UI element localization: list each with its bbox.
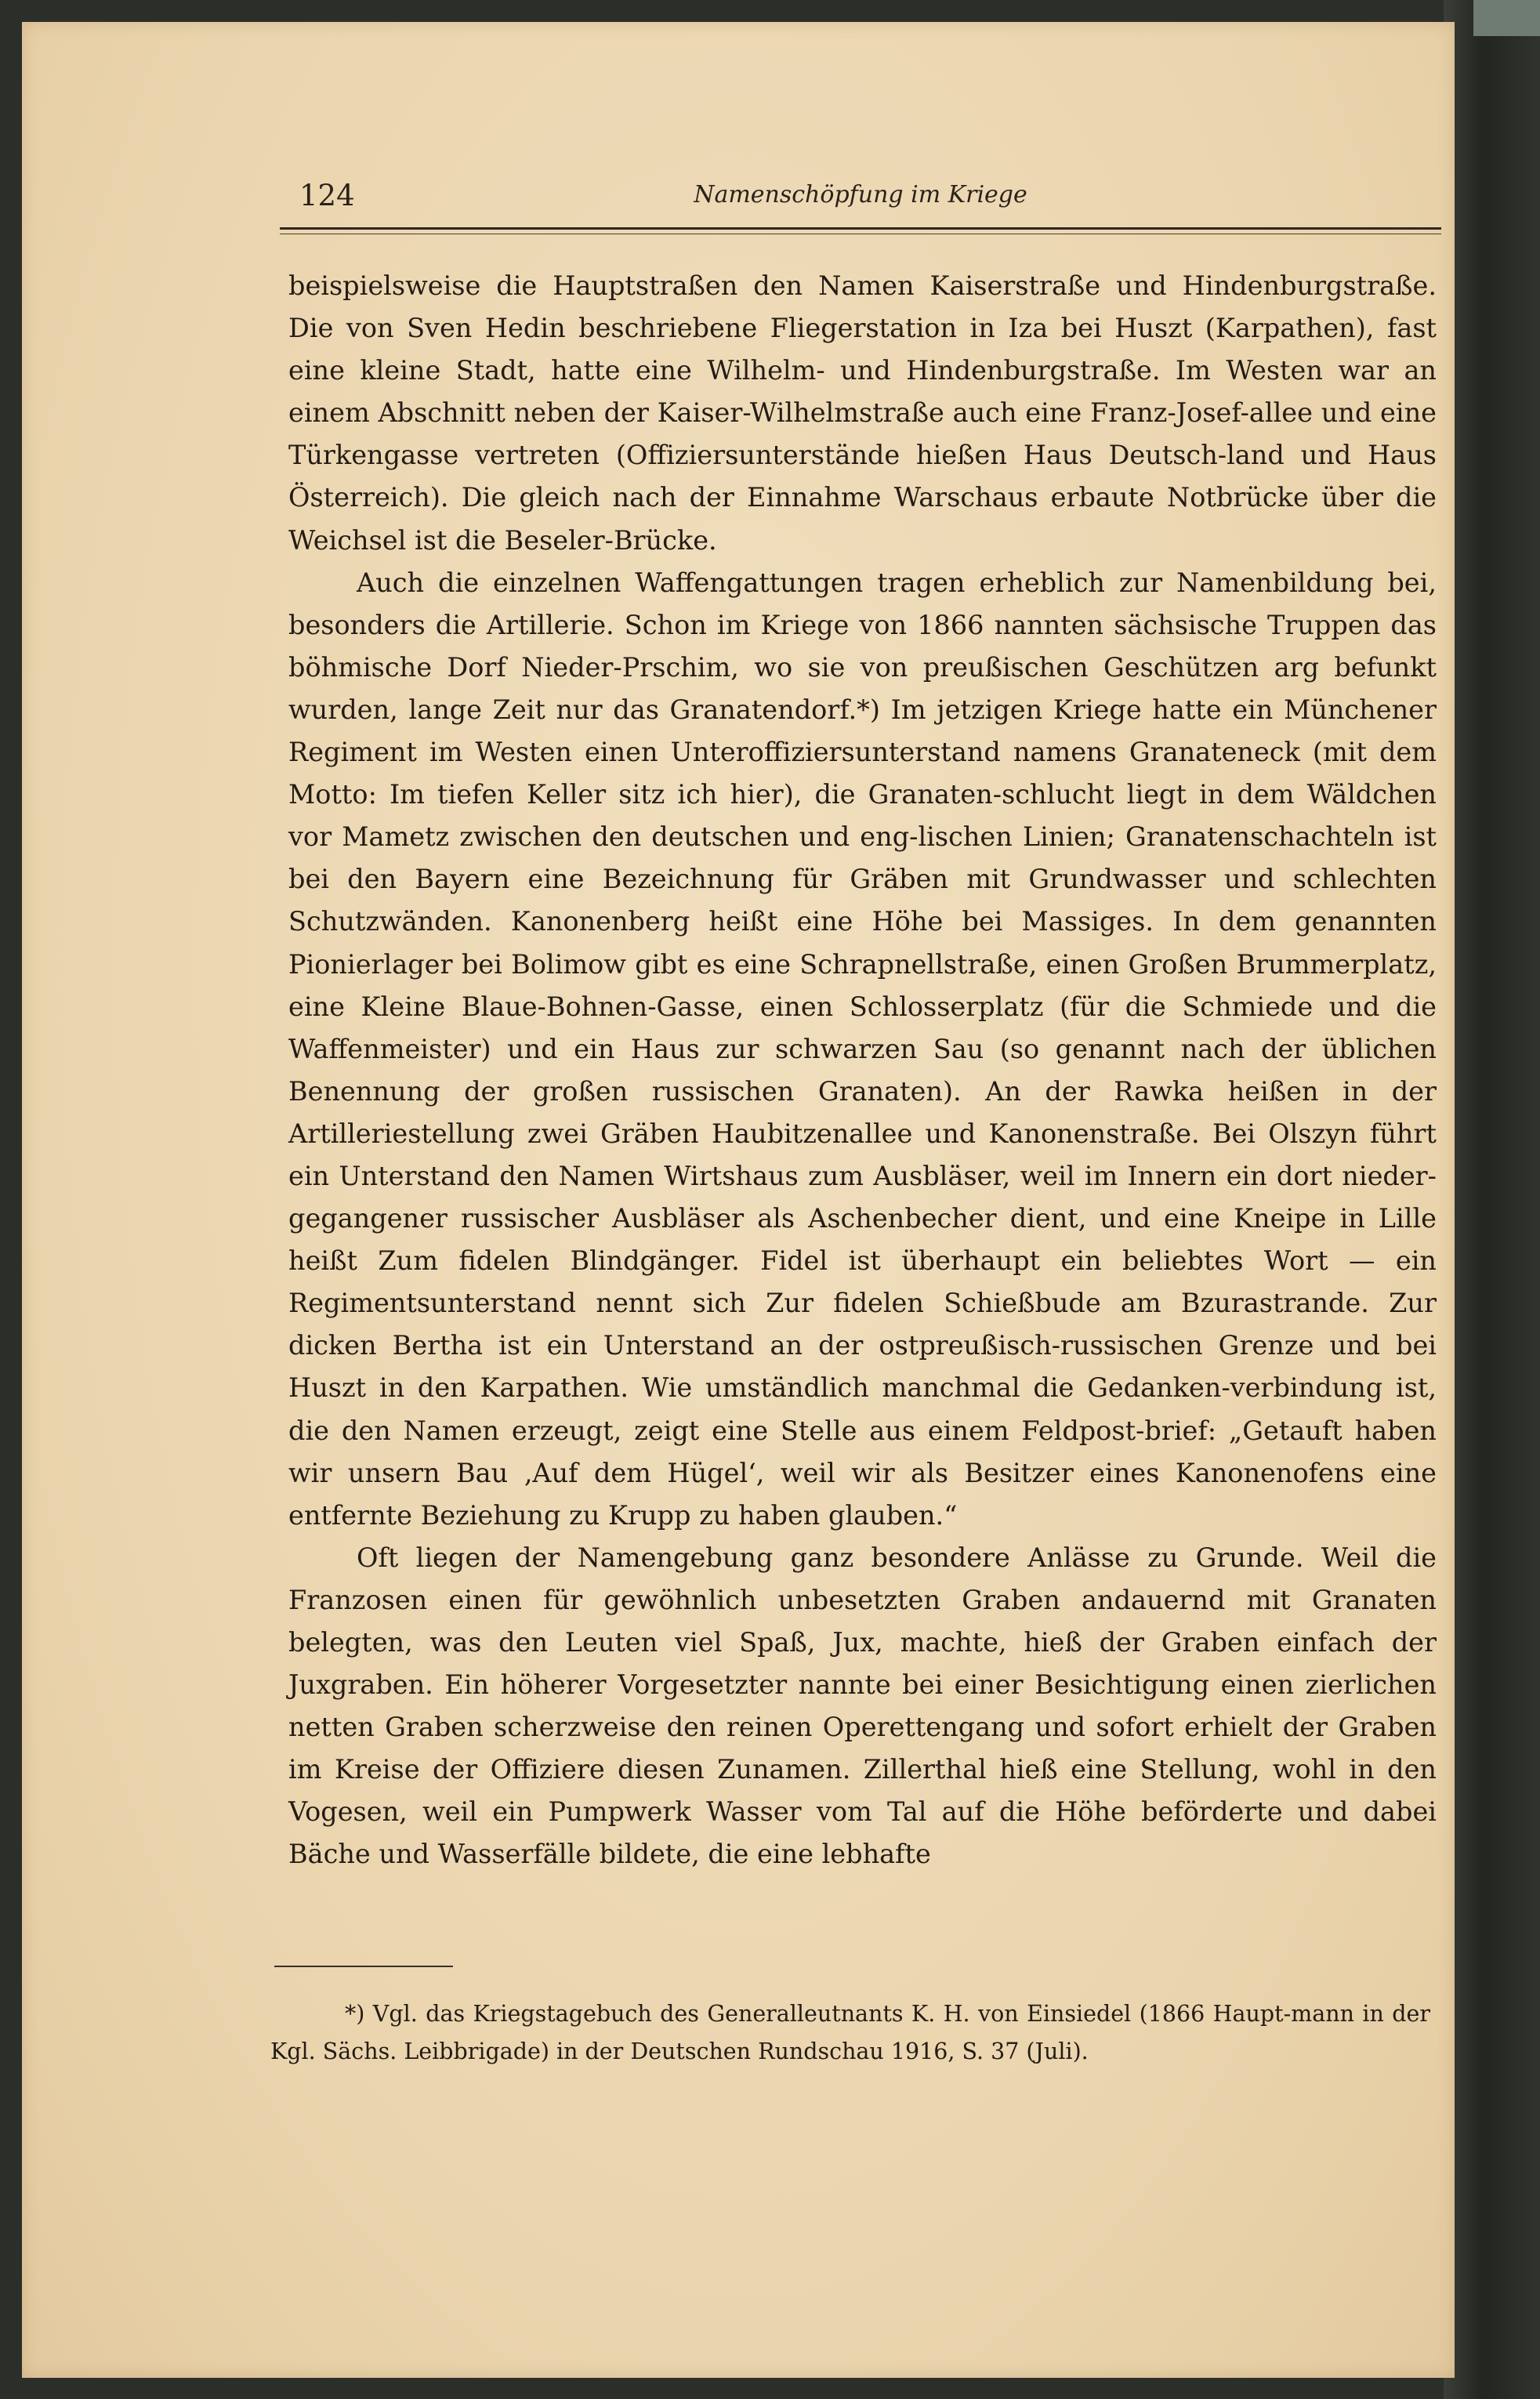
book-cover-edge: [1444, 0, 1540, 2399]
paragraph: Auch die einzelnen Waffengattungen tragen erheblich zur Namenbildung bei, besonders die Artillerie. Schon im Kriege von 1866 nannten sächsische Truppen das böhmische Dorf Nieder-Prschim, wo sie von preußischen Geschützen arg befunkt wurden, lange Zeit nur das Granatendorf.*) Im jetzigen Kriege hatte ein Münchener Regiment im Westen einen Unteroffiziersunterstand namens Granateneck (mit dem Motto: Im tiefen Keller sitz ich hier), die Granaten-schlucht liegt in dem Wäldchen vor Mametz zwischen den deutschen und eng-lischen Linien; Granatenschachteln ist bei den Bayern eine Bezeichnung für Gräben mit Grundwasser und schlechten Schutzwänden. Kanonenberg heißt eine Höhe bei Massiges. In dem genannten Pionierlager bei Bolimow gibt es eine Schrapnellstraße, einen Großen Brummerplatz, eine Kleine Blaue-Bohnen-Gasse, einen Schlosserplatz (für die Schmiede und die Waffenmeister) und ein Haus zur schwarzen Sau (so genannt nach der üblichen Benennung der großen russischen Granaten). An der Rawka heißen in der Artilleriestellung zwei Gräben Haubitzenallee und Kanonenstraße. Bei Olszyn führt ein Unterstand den Namen Wirtshaus zum Ausbläser, weil im Innern ein dort nieder-gegangener russischer Ausbläser als Aschenbecher dient, und eine Kneipe in Lille heißt Zum fidelen Blindgänger. Fidel ist überhaupt ein beliebtes Wort — ein Regimentsunterstand nennt sich Zur fidelen Schießbude am Bzurastrande. Zur dicken Bertha ist ein Unterstand an der ostpreußisch-russischen Grenze und bei Huszt in den Karpathen. Wie umständlich manchmal die Gedanken-verbindung ist, die den Namen erzeugt, zeigt eine Stelle aus einem Feldpost-brief: „Getauft haben wir unsern Bau ‚Auf dem Hügel‘, weil wir als Besitzer eines Kanonenofens eine entfernte Beziehung zu Krupp zu haben glauben.“: [288, 567, 1437, 1531]
footnote: *) Vgl. das Kriegstagebuch des Generalleutnants K. H. von Einsiedel (1866 Haupt-mann in der Kgl. Sächs. Leibbrigade) in der Deutschen Rundschau 1916, S. 37 (Juli).: [270, 2001, 1430, 2064]
running-title: Namenschöpfung im Kriege: [694, 181, 1027, 208]
page-number: 124: [299, 179, 355, 212]
cover-corner-tab: [1473, 0, 1540, 36]
paragraph: beispielsweise die Hauptstraßen den Namen Kaiserstraße und Hindenburgstraße. Die von Sven Hedin beschriebene Fliegerstation in Iza bei Huszt (Karpathen), fast eine kleine Stadt, hatte eine Wilhelm- und Hindenburgstraße. Im Westen war an einem Abschnitt neben der Kaiser-Wilhelmstraße auch eine Franz-Josef-allee und eine Türkengasse vertreten (Offiziersunterstände hießen Haus Deutsch-land und Haus Österreich). Die gleich nach der Einnahme Warschaus erbaute Notbrücke über die Weichsel ist die Beseler-Brücke.: [288, 270, 1437, 556]
header-rule: [280, 227, 1441, 230]
footnote-rule: [274, 1966, 453, 1967]
page-header: [280, 179, 1441, 226]
body-text: [288, 265, 1437, 1876]
paragraph: Oft liegen der Namengebung ganz besondere Anlässe zu Grunde. Weil die Franzosen einen für gewöhnlich unbesetzten Graben andauernd mit Granaten belegten, was den Leuten viel Spaß, Jux, machte, hieß der Graben einfach der Juxgraben. Ein höherer Vorgesetzter nannte bei einer Besichtigung einen zierlichen netten Graben scherzweise den reinen Operettengang und sofort erhielt der Graben im Kreise der Offiziere diesen Zunamen. Zillerthal hieß eine Stellung, wohl in den Vogesen, weil ein Pumpwerk Wasser vom Tal auf die Höhe beförderte und dabei Bäche und Wasserfälle bildete, die eine lebhafte: [288, 1542, 1437, 1870]
